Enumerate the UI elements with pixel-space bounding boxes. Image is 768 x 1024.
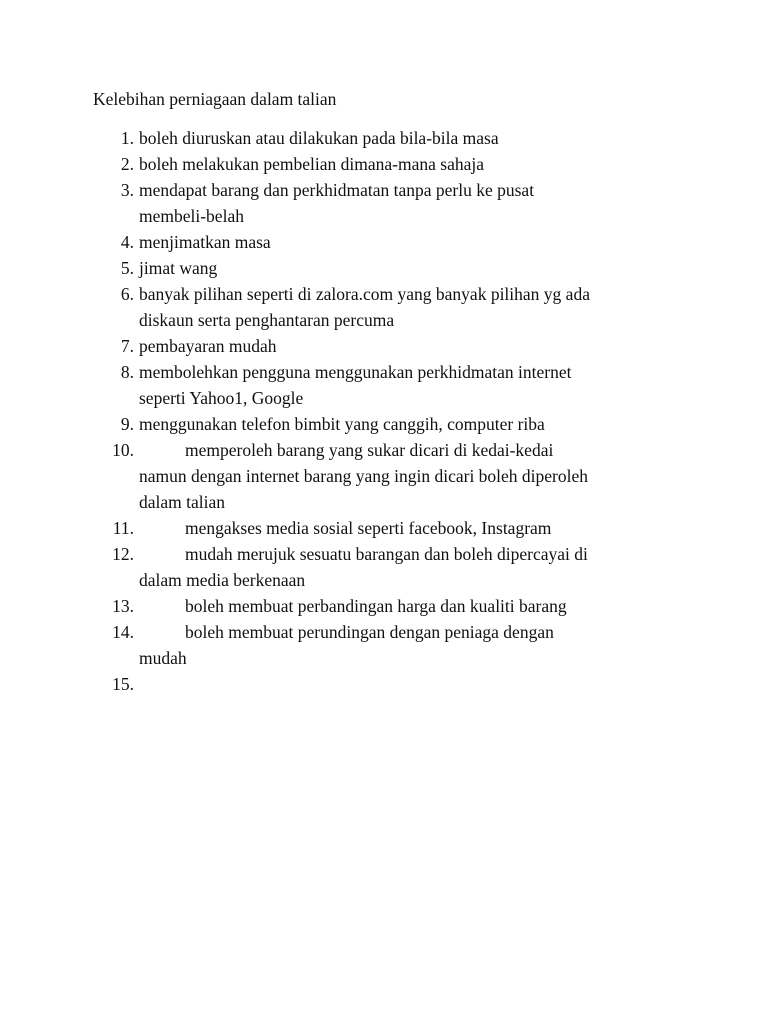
item-text: pembayaran mudah xyxy=(139,336,277,356)
item-text: membolehkan pengguna menggunakan perkhidmatan internet xyxy=(139,362,572,382)
list-item xyxy=(0,281,768,333)
list-item xyxy=(0,255,768,281)
item-text: menggunakan telefon bimbit yang canggih, computer riba xyxy=(139,414,545,434)
item-text: mudah merujuk sesuatu barangan dan boleh dipercayai di xyxy=(185,544,588,564)
item-number: 7. xyxy=(120,336,134,356)
item-text: mendapat barang dan perkhidmatan tanpa perlu ke pusat xyxy=(139,180,535,200)
item-text-continued: namun dengan internet barang yang ingin dicari boleh diperoleh xyxy=(139,466,589,486)
list-item xyxy=(0,515,768,541)
item-text: memperoleh barang yang sukar dicari di kedai-kedai xyxy=(185,440,554,460)
item-number: 9. xyxy=(120,414,134,434)
item-text-continued: diskaun serta penghantaran percuma xyxy=(139,310,395,330)
item-text: jimat wang xyxy=(139,258,218,278)
item-number: 11. xyxy=(112,518,134,538)
item-number: 14. xyxy=(112,622,134,642)
list-item xyxy=(0,359,768,411)
item-text: menjimatkan masa xyxy=(139,232,271,252)
item-number: 6. xyxy=(120,284,134,304)
list-item xyxy=(0,151,768,177)
item-text: boleh membuat perundingan dengan peniaga dengan xyxy=(185,622,554,642)
list-item xyxy=(0,333,768,359)
list-item-empty xyxy=(0,671,768,697)
list-item xyxy=(0,177,768,229)
item-text-continued: dalam talian xyxy=(139,492,226,512)
item-text-continued: dalam media berkenaan xyxy=(139,570,306,590)
item-text: banyak pilihan seperti di zalora.com yang banyak pilihan yg ada xyxy=(139,284,590,304)
item-number: 10. xyxy=(112,440,134,460)
list-item xyxy=(0,125,768,151)
item-number: 3. xyxy=(120,180,134,200)
item-number: 12. xyxy=(112,544,134,564)
list-item xyxy=(0,229,768,255)
item-number: 2. xyxy=(120,154,134,174)
item-text: boleh membuat perbandingan harga dan kualiti barang xyxy=(185,596,567,616)
item-text: mengakses media sosial seperti facebook, Instagram xyxy=(185,518,552,538)
item-number: 1. xyxy=(120,128,134,148)
list-item xyxy=(0,437,768,515)
item-text: boleh melakukan pembelian dimana-mana sahaja xyxy=(139,154,485,174)
list-item xyxy=(0,541,768,593)
item-text: boleh diuruskan atau dilakukan pada bila-bila masa xyxy=(139,128,499,148)
item-text-continued: mudah xyxy=(139,648,187,668)
document-title: Kelebihan perniagaan dalam talian xyxy=(93,89,337,109)
item-number: 5. xyxy=(120,258,134,278)
item-number: 15. xyxy=(112,674,134,694)
item-number: 8. xyxy=(120,362,134,382)
item-number: 4. xyxy=(120,232,134,252)
item-text-continued: seperti Yahoo1, Google xyxy=(139,388,304,408)
item-number: 13. xyxy=(112,596,134,616)
item-text-continued: membeli-belah xyxy=(139,206,244,226)
list-item xyxy=(0,619,768,671)
list-item xyxy=(0,593,768,619)
advantages-list xyxy=(0,125,768,697)
list-item xyxy=(0,411,768,437)
